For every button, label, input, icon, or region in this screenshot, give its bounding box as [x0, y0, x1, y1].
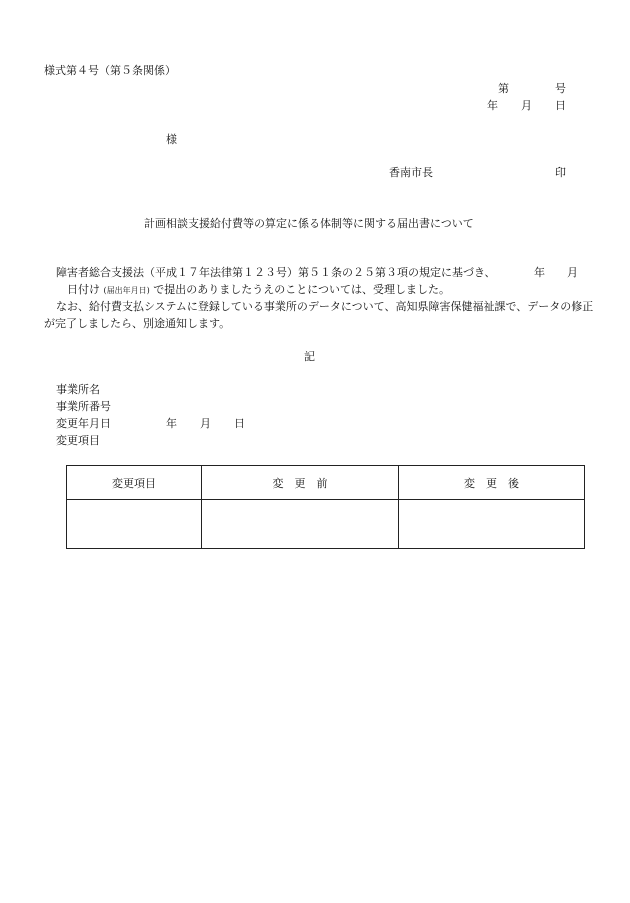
issuer-name: 香南市長: [389, 166, 433, 179]
issuer-seal: 印: [555, 166, 566, 179]
change-date-year: 年: [166, 417, 177, 430]
table-header-item: 変更項目: [67, 466, 202, 500]
table-header-row: [67, 466, 585, 500]
table-row: [67, 500, 585, 549]
body-line-2-rest: で提出のありましたうえのことについては、受理しました。: [153, 283, 451, 296]
body-line-2-lead: 日付け: [67, 283, 100, 296]
doc-number-suffix: 号: [555, 82, 566, 95]
body-line-2: [67, 283, 450, 298]
field-change-item: 変更項目: [56, 434, 100, 447]
doc-date-day: 日: [555, 99, 566, 112]
field-office-name: 事業所名: [56, 383, 100, 396]
table-cell-before: [202, 500, 399, 549]
change-date-month: 月: [200, 417, 211, 430]
table-cell-after: [399, 500, 585, 549]
doc-number-prefix: 第: [498, 82, 509, 95]
field-change-date: 変更年月日: [56, 417, 111, 430]
body-line-2-note: (届出年月日): [103, 286, 150, 295]
addressee-suffix: 様: [166, 133, 177, 146]
body-line-1-year: 年: [534, 266, 545, 279]
body-line-4: が完了しましたら、別途通知します。: [44, 317, 231, 330]
table-header-after: 変 更 後: [399, 466, 585, 500]
form-label: 様式第４号（第５条関係）: [44, 64, 176, 77]
body-line-1: 障害者総合支援法（平成１７年法律第１２３号）第５１条の２５第３項の規定に基づき、: [56, 266, 496, 279]
field-office-number: 事業所番号: [56, 400, 111, 413]
document-title: 計画相談支援給付費等の算定に係る体制等に関する届出書について: [144, 217, 474, 230]
table-cell-item: [67, 500, 202, 549]
body-line-1-month: 月: [567, 266, 578, 279]
doc-date-year: 年: [487, 99, 498, 112]
doc-date-month: 月: [521, 99, 532, 112]
changes-table: [66, 465, 585, 549]
body-line-3: なお、給付費支払システムに登録している事業所のデータについて、高知県障害保健福祉課で、データの修正: [56, 300, 594, 313]
ki-mark: 記: [304, 350, 315, 363]
table-header-before: 変 更 前: [202, 466, 399, 500]
change-date-day: 日: [234, 417, 245, 430]
